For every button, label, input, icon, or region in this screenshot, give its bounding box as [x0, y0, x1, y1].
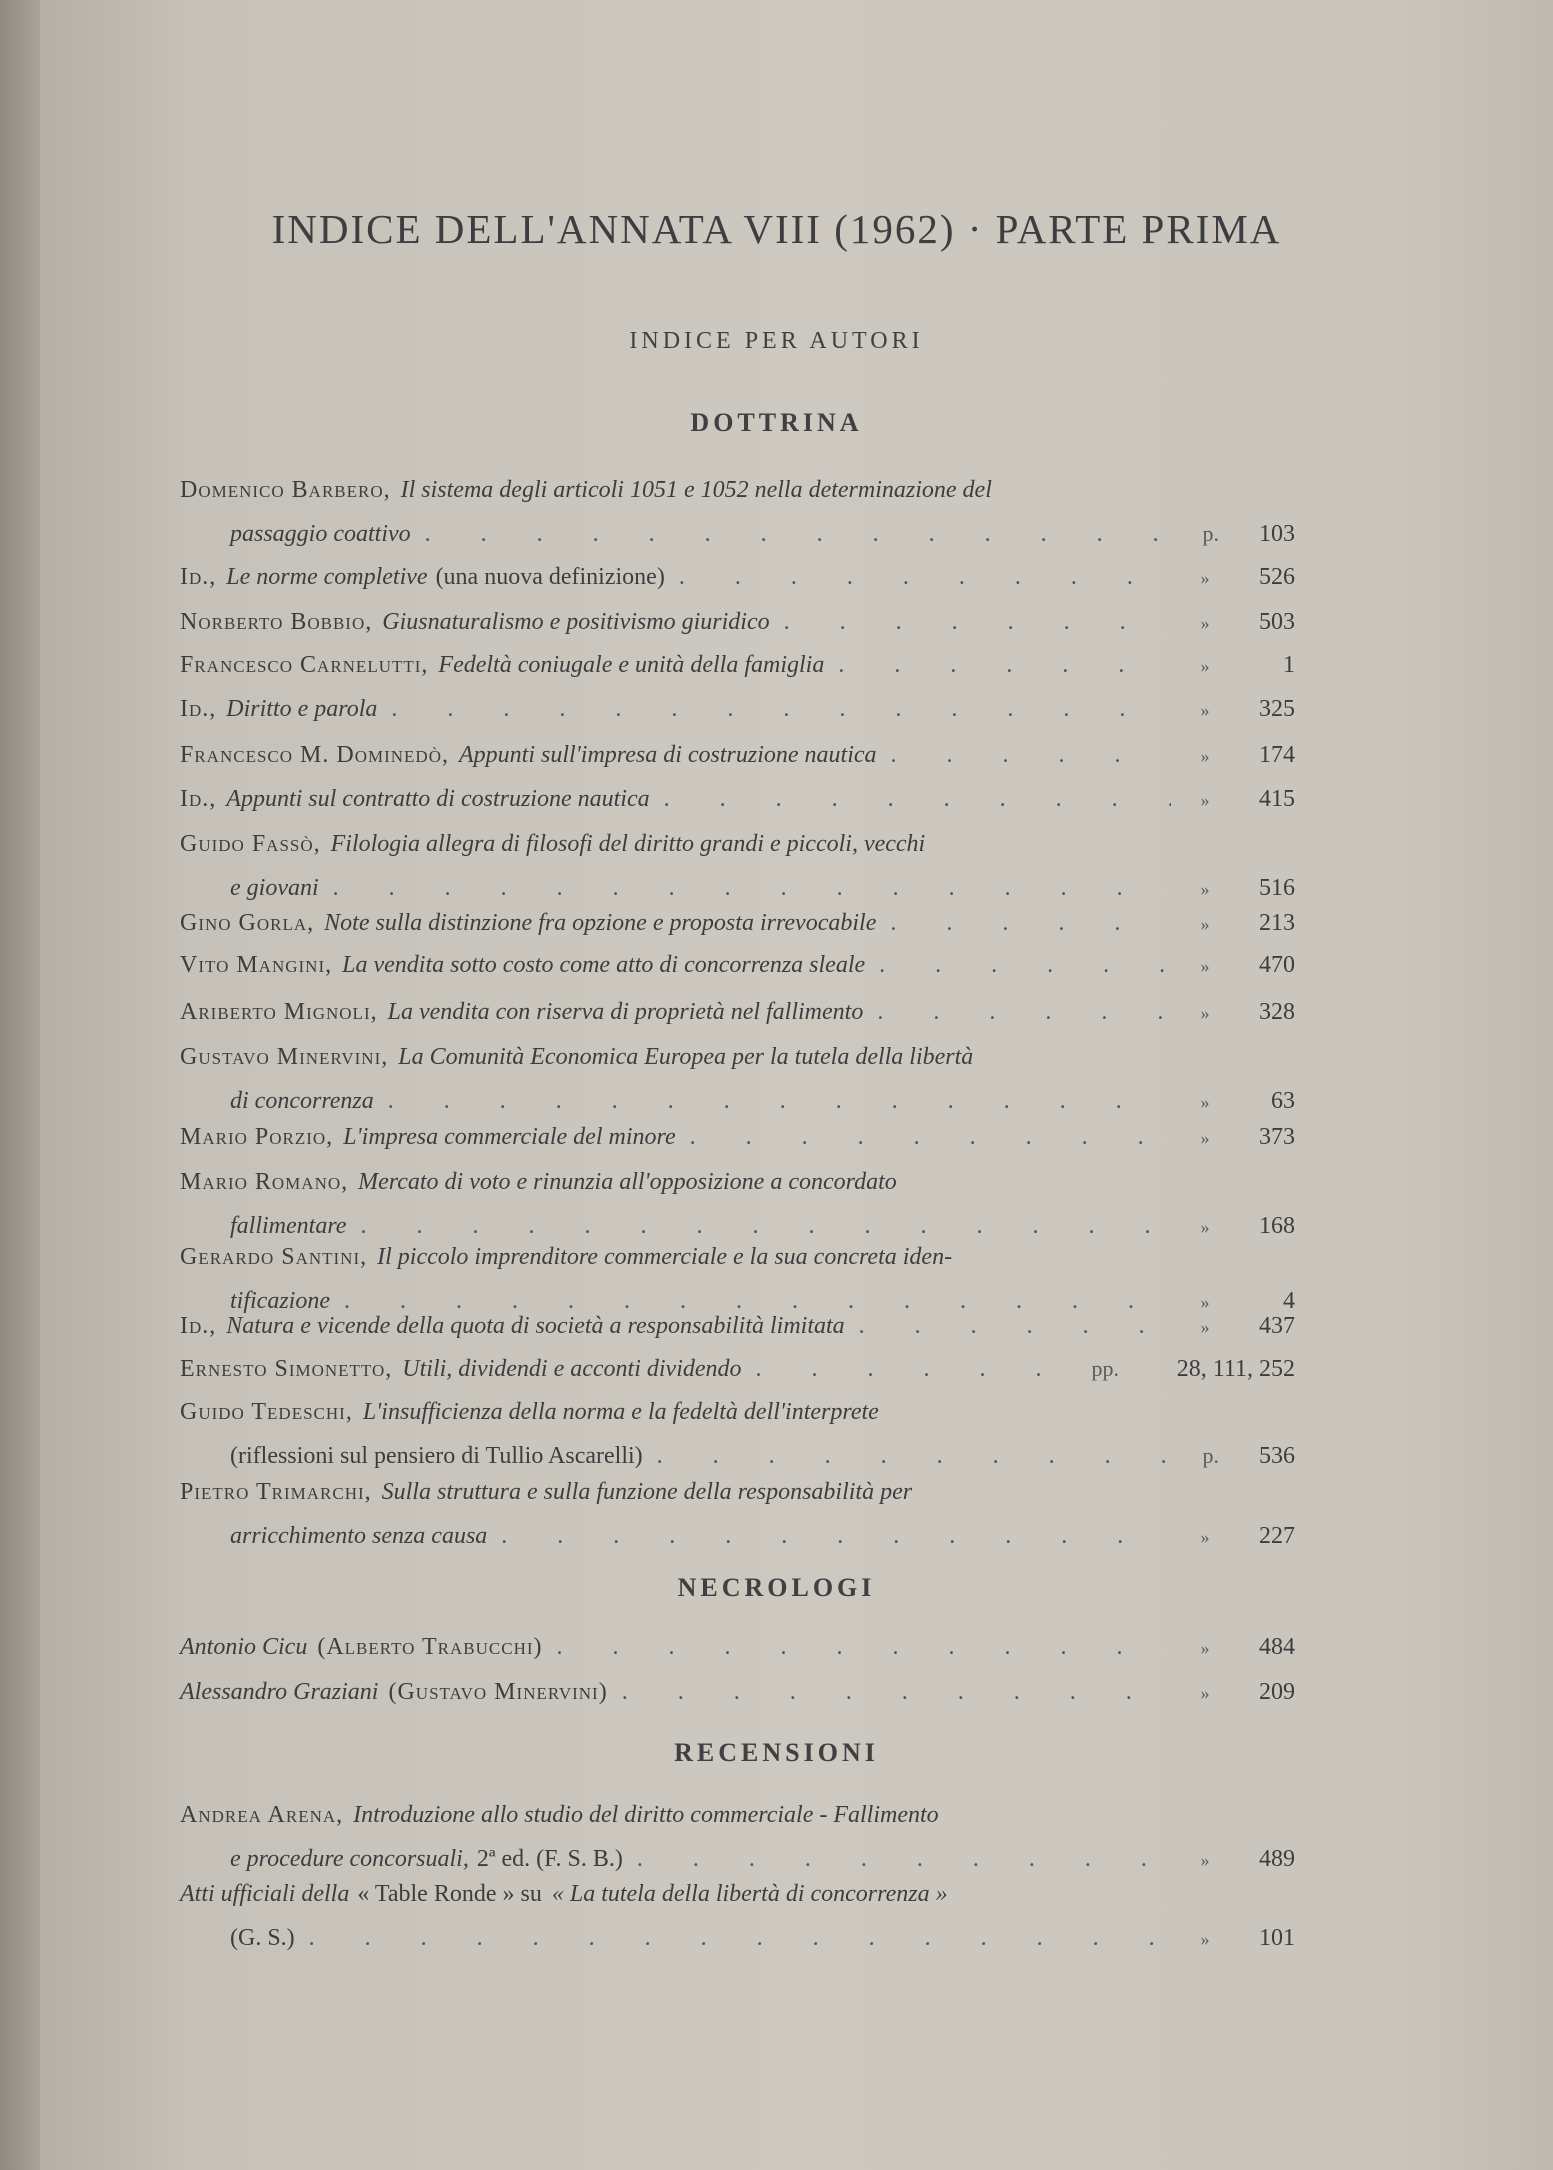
page-number: 63 — [1271, 1088, 1295, 1114]
dot-leader — [756, 1347, 1072, 1391]
entry-author: Gustavo Minervini, — [180, 1044, 389, 1070]
entry-title: Giusnaturalismo e positivismo giuridico — [382, 609, 770, 635]
entry-title: Fedeltà coniugale e unità della famiglia — [438, 652, 825, 678]
page-prefix: » — [1200, 1850, 1210, 1870]
entry-author: Pietro Trimarchi, — [180, 1479, 372, 1505]
entry-note: (riflessioni sul pensiero di Tullio Ascarelli) — [230, 1443, 643, 1469]
entry-line — [180, 1670, 1295, 1715]
entry-author: Norberto Bobbio, — [180, 609, 373, 635]
dot-leader — [690, 1115, 1171, 1159]
page-number: 536 — [1259, 1443, 1295, 1469]
index-subtitle: INDICE PER AUTORI — [629, 328, 924, 354]
page-number: 437 — [1259, 1313, 1295, 1339]
page-number: 101 — [1259, 1925, 1295, 1951]
page-prefix: » — [1200, 790, 1210, 810]
dot-leader — [501, 1514, 1171, 1558]
entry-author: Gino Gorla, — [180, 910, 315, 936]
entry-title: L'insufficienza della norma e la fedeltà dell'interprete — [362, 1399, 879, 1425]
entry-author: Ariberto Mignoli, — [180, 999, 378, 1025]
index-entry — [180, 1115, 1295, 1160]
dot-leader — [622, 1670, 1171, 1714]
entry-line — [180, 990, 1295, 1035]
page-prefix: » — [1200, 613, 1210, 633]
entry-author: Francesco M. Dominedò, — [180, 742, 449, 768]
page-prefix: pp. — [1091, 1356, 1119, 1381]
index-entry — [180, 943, 1295, 988]
page-number: 103 — [1259, 521, 1295, 547]
index-entry — [180, 1035, 1295, 1124]
page-number: 489 — [1259, 1846, 1295, 1872]
page-title: INDICE DELL'ANNATA VIII (1962) · PARTE PRIMA — [271, 206, 1282, 252]
page-prefix: p. — [1202, 521, 1219, 546]
entry-line — [180, 901, 1295, 946]
page-prefix: » — [1200, 914, 1210, 934]
entry-title: Il piccolo imprenditore commerciale e la sua concreta iden- — [377, 1244, 953, 1270]
entry-author: Gerardo Santini, — [180, 1244, 368, 1270]
entry-line — [180, 1625, 1295, 1670]
entry-title: Alessandro Graziani — [180, 1679, 379, 1705]
entry-author: (Gustavo Minervini) — [388, 1679, 608, 1705]
page-number: 4 — [1283, 1288, 1295, 1314]
index-entry — [180, 1347, 1295, 1391]
page-number: 415 — [1259, 786, 1295, 812]
index-entry — [180, 468, 1295, 556]
page-number: 1 — [1283, 652, 1295, 678]
entry-author: Mario Romano, — [180, 1169, 349, 1195]
dot-leader — [891, 733, 1171, 777]
entry-author: Domenico Barbero, — [180, 477, 391, 503]
page-number: 325 — [1259, 696, 1295, 722]
dot-leader — [838, 643, 1171, 687]
entry-title-cont: passaggio coattivo — [230, 521, 411, 547]
entry-author: Francesco Carnelutti, — [180, 652, 429, 678]
entry-line — [180, 555, 1295, 600]
index-entry — [180, 1793, 1295, 1882]
entry-title-cont: di concorrenza — [230, 1088, 374, 1114]
entry-line — [180, 600, 1295, 645]
entry-title: Diritto e parola — [226, 696, 378, 722]
page-prefix: » — [1200, 1092, 1210, 1112]
entry-author: Id., — [180, 696, 217, 722]
index-entry — [180, 901, 1295, 946]
page-number: 328 — [1259, 999, 1295, 1025]
page-prefix: » — [1200, 1292, 1210, 1312]
dot-leader — [784, 600, 1171, 644]
section-heading-dottrina: DOTTRINA — [690, 408, 863, 437]
index-entry — [180, 555, 1295, 600]
page-number: 209 — [1259, 1679, 1295, 1705]
page-number: 373 — [1259, 1124, 1295, 1150]
entry-line — [180, 1872, 1295, 1916]
dot-leader — [557, 1625, 1172, 1669]
entry-title: Appunti sull'impresa di costruzione nautica — [458, 742, 877, 768]
entry-line — [180, 1304, 1295, 1349]
page-number: 28, 111, 252 — [1176, 1356, 1295, 1382]
entry-title: Appunti sul contratto di costruzione nautica — [226, 786, 650, 812]
section-heading-necrologi: NECROLOGI — [677, 1573, 876, 1602]
entry-title: Antonio Cicu — [180, 1634, 308, 1660]
entry-author: Guido Fassò, — [180, 831, 321, 857]
section-heading-recensioni: RECENSIONI — [674, 1738, 879, 1767]
entry-line — [180, 1035, 1295, 1079]
dot-leader — [877, 990, 1171, 1034]
entry-line — [180, 1514, 1295, 1559]
index-entry — [180, 1470, 1295, 1559]
entry-title-cont: « La tutela della libertà di concorrenza » — [551, 1881, 948, 1907]
page-prefix: » — [1200, 1638, 1210, 1658]
dot-leader — [890, 901, 1171, 945]
page-prefix: » — [1200, 879, 1210, 899]
dot-leader — [879, 943, 1171, 987]
dot-leader — [859, 1304, 1171, 1348]
entry-line — [180, 943, 1295, 988]
page-prefix: » — [1200, 1527, 1210, 1547]
entry-line — [180, 1347, 1295, 1391]
entry-author: (Alberto Trabucchi) — [317, 1634, 543, 1660]
entry-line — [180, 822, 1295, 866]
entry-title: La vendita sotto costo come atto di concorrenza sleale — [342, 952, 866, 978]
page-prefix: » — [1200, 746, 1210, 766]
entry-line — [180, 1160, 1295, 1204]
page-prefix: » — [1200, 1929, 1210, 1949]
page-prefix: » — [1200, 1683, 1210, 1703]
entry-line — [180, 1470, 1295, 1514]
entry-author: Guido Tedeschi, — [180, 1399, 353, 1425]
index-entry — [180, 687, 1295, 732]
entry-title: La vendita con riserva di proprietà nel fallimento — [387, 999, 864, 1025]
page-prefix: » — [1200, 656, 1210, 676]
index-entry — [180, 990, 1295, 1035]
entry-title-cont: e procedure concorsuali, — [230, 1846, 469, 1872]
entry-title-cont: tificazione — [230, 1288, 330, 1314]
dot-leader — [425, 512, 1183, 556]
index-entry — [180, 777, 1295, 822]
page-prefix: » — [1200, 700, 1210, 720]
page-number: 484 — [1259, 1634, 1295, 1660]
page-number: 227 — [1259, 1523, 1295, 1549]
index-entry — [180, 1872, 1295, 1961]
entry-line — [180, 777, 1295, 822]
entry-title: L'impresa commerciale del minore — [343, 1124, 676, 1150]
dot-leader — [679, 555, 1171, 599]
entry-author: Id., — [180, 786, 217, 812]
entry-title: Il sistema degli articoli 1051 e 1052 nella determinazione del — [400, 477, 992, 503]
entry-line — [180, 512, 1295, 556]
entry-line — [180, 643, 1295, 688]
page-prefix: » — [1200, 1128, 1210, 1148]
entry-title: Sulla struttura e sulla funzione della responsabilità per — [381, 1479, 913, 1505]
page-number: 213 — [1259, 910, 1295, 936]
page-prefix: p. — [1202, 1443, 1219, 1468]
entry-line — [180, 1916, 1295, 1961]
entry-title: Introduzione allo studio del diritto commerciale - Fallimento — [353, 1802, 939, 1828]
entry-line — [180, 1390, 1295, 1434]
index-entry — [180, 1390, 1295, 1478]
entry-title: Mercato di voto e rinunzia all'opposizione a concordato — [358, 1169, 897, 1195]
entry-author: Ernesto Simonetto, — [180, 1356, 393, 1382]
entry-note: (una nuova definizione) — [435, 564, 665, 590]
page-prefix: » — [1200, 956, 1210, 976]
entry-note: 2ª ed. (F. S. B.) — [476, 1846, 623, 1872]
entry-note: (G. S.) — [230, 1925, 295, 1951]
entry-author: Vito Mangini, — [180, 952, 333, 978]
entry-note: « Table Ronde » su — [357, 1881, 542, 1907]
entry-title: Atti ufficiali della — [180, 1881, 350, 1907]
entry-author: Mario Porzio, — [180, 1124, 334, 1150]
page-number: 470 — [1259, 952, 1295, 978]
page-number: 174 — [1259, 742, 1295, 768]
index-entry — [180, 822, 1295, 911]
index-entry — [180, 600, 1295, 645]
entry-title-cont: e giovani — [230, 875, 319, 901]
page-number: 516 — [1259, 875, 1295, 901]
entry-title: La Comunità Economica Europea per la tutela della libertà — [398, 1044, 974, 1070]
entry-line — [180, 1115, 1295, 1160]
entry-author: Id., — [180, 1313, 217, 1339]
dot-leader — [664, 777, 1171, 821]
index-entry — [180, 643, 1295, 688]
entry-author: Id., — [180, 564, 217, 590]
entry-title: Filologia allegra di filosofi del diritto grandi e piccoli, vecchi — [330, 831, 926, 857]
entry-line — [180, 733, 1295, 778]
entry-line — [180, 687, 1295, 732]
entry-line — [180, 468, 1295, 512]
entry-line — [180, 1793, 1295, 1837]
index-entry — [180, 1625, 1295, 1670]
page-prefix: » — [1200, 1003, 1210, 1023]
page-prefix: » — [1200, 568, 1210, 588]
page-number: 168 — [1259, 1213, 1295, 1239]
index-entry — [180, 733, 1295, 778]
page-gutter — [0, 0, 40, 2170]
entry-title: Utili, dividendi e acconti dividendo — [402, 1356, 742, 1382]
page-number: 503 — [1259, 609, 1295, 635]
index-entry — [180, 1670, 1295, 1715]
dot-leader — [309, 1916, 1171, 1960]
entry-line — [180, 1235, 1295, 1279]
entry-title: Le norme completive — [226, 564, 428, 590]
page-number: 526 — [1259, 564, 1295, 590]
entry-title-cont: fallimentare — [230, 1213, 347, 1239]
entry-title: Note sulla distinzione fra opzione e proposta irrevocabile — [324, 910, 877, 936]
index-entry — [180, 1304, 1295, 1349]
entry-title-cont: arricchimento senza causa — [230, 1523, 488, 1549]
entry-title: Natura e vicende della quota di società a responsabilità limitata — [226, 1313, 845, 1339]
page-prefix: » — [1200, 1217, 1210, 1237]
dot-leader — [391, 687, 1171, 731]
page-prefix: » — [1200, 1317, 1210, 1337]
entry-author: Andrea Arena, — [180, 1802, 344, 1828]
